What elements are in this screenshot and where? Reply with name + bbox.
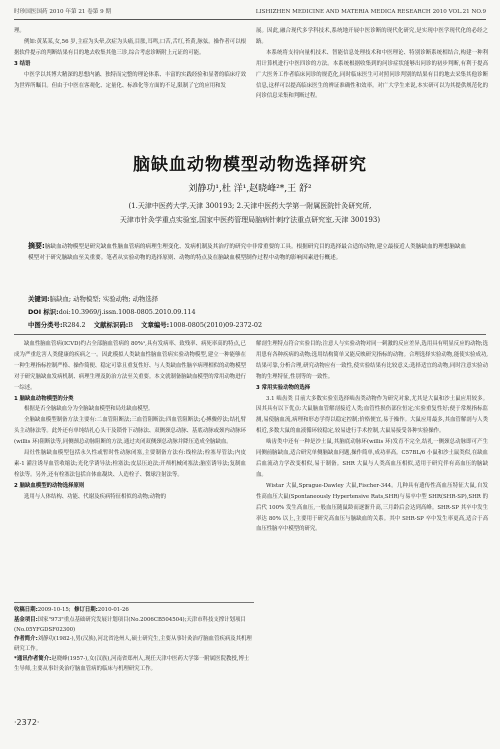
body-paragraph: 解剖生理特点符合实验目的;注意人与实验动物对同一刺激的反应差异,选用具有明显反应的动物;选用患有各种疾病的动物;选用结构简单又能反映研究指标的动物。合理选择实验动物,能使实验成功,结果可靠,分析合理,研究动物应有一致性,使实验结果有比较意义;选择适宜的动物,同时注意实验动物的生理特征,性别等的一致性。 <box>256 341 488 380</box>
body-paragraph: Wistar 大鼠,Sprague-Dawley 大鼠,Fischer-344。几种具有遗传性高血压特征大鼠,自发性高血压大鼠(Spontaneously Hypertensive Rats,SHR)与易卒中型 SHR(SHR-SP),SHR 的后代 100% 发生高血压,一般血压随鼠龄而逐渐升高,三月龄后会达到高峰。SHR-SP 其卒中发生率达 80% 以上,主要用于研究高血压与脑缺血的关系。其中 SHR-SP 卒中发生率更高,适合于高血压性脑卒中模型的研究。 <box>256 482 488 533</box>
affiliation-line-2: 天津市针灸学重点实验室,国家中医药管理局脑病针刺疗法重点研究室,天津 300193) <box>119 216 381 224</box>
doi-text: doi:10.3969/j.issn.1008-0805.2010.09.114 <box>58 308 196 316</box>
doc-code-label: 文献标识码: <box>93 321 129 329</box>
body-paragraph: 局灶性脑缺血模型包括永久性或暂时性动脉闭塞,主要制备方法有:线栓法;栓塞导管法;内皮素-1 灌注诱导血管收缩法;光化学诱导法;栓塞法;皮层压迫法;开颅机械闭塞法;脑室诱导法;复制血栓法等。另外,还有栓塞法包括自体血凝块、人造栓子、微球注射法等。 <box>14 450 246 478</box>
running-header <box>14 6 486 20</box>
abstract-text: 脑缺血动物模型是研究缺血性脑血管病的病理生理变化、发病机制及其治疗的研究中非常重要的工具。根据研究目的选择最合适的动物,建立最接近人类脑缺血的理想脑缺血模型对于研究脑缺血至关重要。笔者从实验动物的选择原则、动物的特点及在脑缺血模型制作过程中动物的影响因素进行概述。 <box>28 244 467 261</box>
header-left: 时珍国医国药 2010 年第 21 卷第 9 期 <box>14 9 112 15</box>
article-title: 脑缺血动物模型动物选择研究 <box>133 155 367 175</box>
prev-paragraph: 理。 <box>14 28 25 34</box>
dates-line <box>14 606 254 616</box>
fund-text: 国家"973"重点基础研究发展计划项目(No.2006CB504504);天津市科技支撑计划项目(No.05YFGDSF02300) <box>14 616 246 633</box>
revised-label: 修订日期: <box>74 607 98 613</box>
body-paragraph: 全脑缺血模型制备方法主要有:二血管阻断法;三血管阻断法;四血管阻断法;心搏骤停法;结扎臂头主动脉法等。此外还有单纯结扎心头干及锁骨下动脉法、双侧颈总动脉、基底动脉或颈内动脉环(willis 环)阻断法等,同侧颈总动脉阻断的方法,通过夹闭双侧颈总动脉并降压造成全脑缺血。 <box>14 417 246 446</box>
section-heading: 3 常用实验动物的选择 <box>256 384 311 391</box>
body-paragraph: 3.1 啮齿类 目前大多数实验室选择啮齿类动物作为研究对象,尤其是大鼠和沙土鼠应用较多。因其具有以下优点:大鼠脑血管解剖接近人类;血管性损伤部位恒定;实验重复性好;便于常规指标监测,易使脑血流,病理和形态学得以稳定控制;价格便宜,易于操作。大鼠应用最多,其血管解剖与人类相近,多数大鼠的血液循环较稳定,较易进行手术控制,大鼠易接受各种实验操作。 <box>256 395 488 435</box>
body-paragraph: 选用与人体结构、功能、代谢及疾病特征相似的动物;动物的 <box>24 493 166 500</box>
clc-label: 中图分类号: <box>28 321 63 329</box>
abstract-label: 摘要: <box>28 242 45 250</box>
prev-paragraph: 例如:黄某某,女,56 岁,主症为头晕,次症为头痛,目胀,耳鸣,口苦,舌红,苔黄,脉弦。操作者可以根据软件提示的判断结果有目的地去收集其他三诊,综合考虑诊断附上元证的可能。 <box>14 38 246 56</box>
body-right-column <box>256 339 488 741</box>
doi-label: DOI 标识: <box>28 308 59 316</box>
corr-text: 赵晓峰(1957-),女(汉族),河南省郑州人,现任天津中医药大学第一附属医院教授,博士生导师,主要从事针灸治疗脑血管病的临床与机理研究工作。 <box>14 655 250 672</box>
keywords-text: 脑缺血; 动物模型; 实验动物; 动物选择 <box>49 295 159 303</box>
article-no-value: 1008-0805(2010)09-2372-02 <box>169 321 263 329</box>
affiliation-line-1: (1.天津中医药大学,天津 300193; 2.天津中医药大学第一附属医院针灸研究所, <box>128 202 372 210</box>
keywords-label: 关键词: <box>28 295 50 303</box>
prev-paragraph: 本系统将支持向量机技术、智能信息处理技术和中医理论、特别诊断系统相结合,构建一种利用计算机进行中医四诊的方法。本系统根据收集到的问诊症状能够出问诊的初步判断,有利于提高广大医务工作者临床问诊的规范化,同时临床医生可对照问诊判别的结果有目的地去采集其他诊断信息,这样可以提高临床医生的辨证准确性和效率。对广大学生来说,本实研可以为其提供规范化的问诊信息采集和判断过程。 <box>256 49 488 100</box>
received-label: 收稿日期: <box>14 607 38 613</box>
body-paragraph: 缺血性脑血管病(ICVD)约占全部脑血管病的 80%¹,具有发病率、致残率、病死率高的特点,已成为严重危害人类健康的疾病之一。因此模拟人类缺血性脑血管病实验动物模型,建立一种能够在一种生理指标控制严格、操作简便、稳定可靠且重复性好、与人类缺血性脑卒病理相似的动物模型对于研究脑缺血发病机制、病理生理及防治方法至关重要。本文就制备脑缺血模型的常用动物进行一综述。 <box>14 341 246 391</box>
corr-label: *通讯作者简介: <box>14 655 52 662</box>
doc-code-value: B <box>128 321 133 329</box>
footnote-block <box>14 602 254 675</box>
prev-article-left-column <box>14 26 246 138</box>
header-right: LISHIZHEN MEDICINE AND MATERIA MEDICA RESEARCH 2010 VOL.21 NO.9 <box>255 9 486 15</box>
keywords-line <box>28 293 470 305</box>
abstract-divider <box>14 334 486 335</box>
article-no-label: 文章编号: <box>141 321 170 329</box>
fund-label: 基金项目: <box>14 616 38 623</box>
body-paragraph: 啮齿类中还有一种是沙土鼠,其脑底动脉环(willis 环)发育不完全,结扎一侧颈总动脉即可产生同侧前脑缺血,适合研究单侧脑缺血问题,操作简单,成功率高。C57BL/6 小鼠和沙土鼠类似,在缺血后血流动力学改变相似,易于制备。SHR 大鼠与人类高血压相似,适用于研究伴有高血压的脑缺血。 <box>256 439 488 478</box>
abstract <box>28 241 470 264</box>
prev-paragraph: 展。因此,融合现代多学科技术,系统地开展中医诊断的现代化研究,是实现中医学现代化的必经之路。 <box>256 28 488 45</box>
article-authors: 刘静功¹,杜 洋¹,赵晓峰²*,王 舒² <box>188 184 312 194</box>
prev-section-heading: 3 结语 <box>14 60 31 67</box>
clc-value: R284.2 <box>62 321 86 329</box>
corresponding-author-line <box>14 655 254 675</box>
body-left-column <box>14 339 246 597</box>
classification-line <box>28 319 470 331</box>
section-heading: 2 脑缺血模型的动物选择原则 <box>14 482 85 489</box>
section-heading: 1 脑缺血动物模型的分类 <box>14 395 74 402</box>
author-bio-text: 刘静功(1982-),男(汉族),河北省沧州人,硕士研究生,主要从事针灸治疗脑血管疾病及其机理研究工作。 <box>14 636 252 653</box>
prev-paragraph: 中医学以其博大精深的思想内涵、独特而完整的理论体系、丰富的实践经验和显著的临床疗效为世界所瞩目。但由于中医在客观化、定量化、标准化等方面的不足,限制了它的应用和发 <box>14 71 246 89</box>
revised-date: 2010-01-26 <box>97 607 129 613</box>
prev-article-right-column <box>256 26 488 138</box>
fund-line <box>14 616 254 636</box>
author-bio-line <box>14 635 254 655</box>
received-date: 2009-10-15; <box>37 607 71 613</box>
body-paragraph: 根据是否全脑缺血分为全脑缺血模型和局灶缺血模型。 <box>24 406 154 413</box>
page-number: ·2372· <box>14 718 40 727</box>
doi-line <box>28 306 470 318</box>
author-bio-label: 作者简介: <box>14 636 38 643</box>
